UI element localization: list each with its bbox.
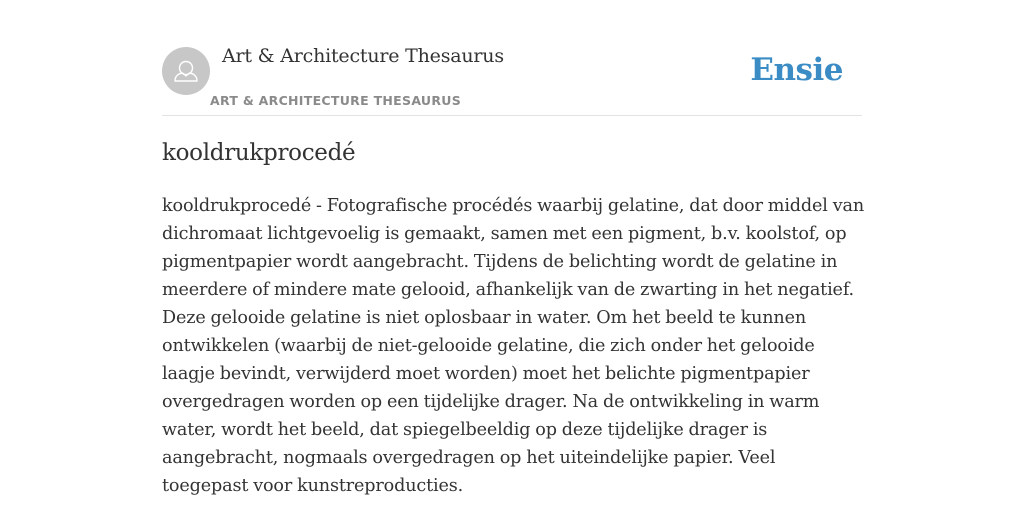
term-title: kooldrukprocedé (162, 140, 356, 166)
source-subtitle[interactable]: ART & ARCHITECTURE THESAURUS (210, 93, 462, 108)
avatar[interactable] (162, 47, 210, 95)
user-outline-icon (162, 47, 210, 95)
brand-logo-link[interactable]: Ensie (750, 52, 843, 88)
entry-header (162, 0, 862, 116)
source-title[interactable]: Art & Architecture Thesaurus (222, 45, 504, 67)
entry-card (162, 0, 865, 512)
definition-text: kooldrukprocedé - Fotografische procédés waarbij gelatine, dat door middel van dichromaat lichtgevoelig is gemaakt, samen met een pigment, b.v. koolstof, op pigmentpapier wordt aangebracht. Tijdens de belichting wordt de gelatine in meerdere of mindere mate gelooid, afhankelijk van de zwarting in het negatief. Deze gelooide gelatine is niet oplosbaar in water. Om het beeld te kunnen ontwikkelen (waarbij de niet-gelooide gelatine, die zich onder het gelooide laagje bevindt, verwijderd moet worden) moet het belichte pigmentpapier overgedragen worden op een tijdelijke drager. Na de ontwikkeling in warm water, wordt het beeld, dat spiegelbeeldig op deze tijdelijke drager is aangebracht, nogmaals overgedragen op het uiteindelijke papier. Veel toegepast voor kunstreproducties. (162, 196, 865, 496)
